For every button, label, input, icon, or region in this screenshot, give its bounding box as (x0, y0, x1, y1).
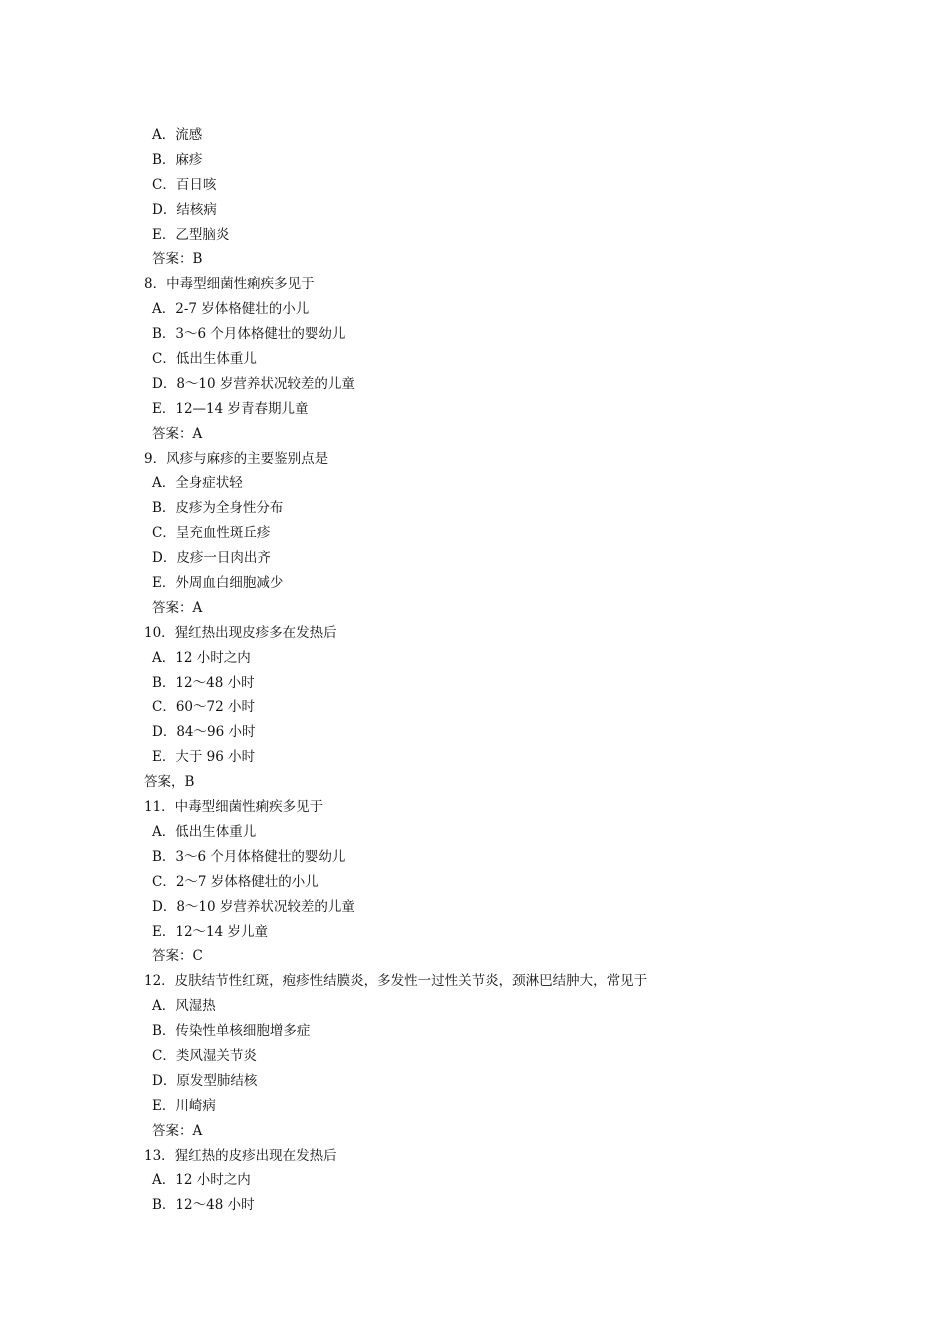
option-line: E．12—14 岁青春期儿童 (152, 400, 309, 417)
option-line: B．皮疹为全身性分布 (152, 500, 284, 517)
option-line: A．低出生体重儿 (152, 823, 257, 840)
option-line: D．皮疹一日肉出齐 (152, 550, 271, 567)
option-line: E．外周血白细胞减少 (152, 575, 284, 592)
option-line: C．2～7 岁体格健壮的小儿 (152, 873, 319, 890)
option-line: A．12 小时之内 (152, 649, 251, 666)
document-page (0, 123, 950, 1218)
option-line: E．大于 96 小时 (152, 749, 256, 766)
option-line: B．12～48 小时 (152, 1197, 255, 1214)
option-line: E．12～14 岁儿童 (152, 923, 269, 940)
question-line: 13．猩红热的皮疹出现在发热后 (144, 1147, 337, 1164)
option-line: B．麻疹 (152, 151, 203, 168)
option-line: C．呈充血性斑丘疹 (152, 525, 271, 542)
question-line: 10．猩红热出现皮疹多在发热后 (144, 624, 337, 641)
answer-line: 答案：B (152, 251, 203, 268)
option-line: B．3～6 个月体格健壮的婴幼儿 (152, 848, 346, 865)
option-line: E．川崎病 (152, 1097, 216, 1114)
answer-line: 答案，B (144, 774, 195, 791)
answer-line: 答案：C (152, 948, 203, 965)
option-line: D．84～96 小时 (152, 724, 256, 741)
option-line: C．百日咳 (152, 176, 217, 193)
option-line: C．类风湿关节炎 (152, 1047, 257, 1064)
option-line: A．2-7 岁体格健壮的小儿 (152, 301, 310, 318)
option-line: B．传染性单核细胞增多症 (152, 1023, 311, 1040)
option-line: D．结核病 (152, 201, 217, 218)
option-line: D．原发型肺结核 (152, 1072, 258, 1089)
answer-line: 答案：A (152, 425, 203, 442)
option-line: B．12～48 小时 (152, 674, 255, 691)
answer-line: 答案：A (152, 1122, 203, 1139)
option-line: A．12 小时之内 (152, 1172, 251, 1189)
question-line: 12．皮肤结节性红斑，疱疹性结膜炎，多发性一过性关节炎，颈淋巴结肿大，常见于 (144, 973, 648, 990)
option-line: B．3～6 个月体格健壮的婴幼儿 (152, 326, 346, 343)
answer-line: 答案：A (152, 599, 203, 616)
option-line: A．流感 (152, 127, 203, 143)
option-line: E．乙型脑炎 (152, 226, 230, 243)
option-line: A．全身症状轻 (152, 475, 243, 492)
question-line: 8．中毒型细菌性痢疾多见于 (144, 276, 315, 293)
question-line: 11．中毒型细菌性痢疾多见于 (144, 799, 324, 816)
option-line: D．8～10 岁营养状况较差的儿童 (152, 898, 355, 915)
option-line: C．60～72 小时 (152, 699, 255, 716)
option-line: D．8～10 岁营养状况较差的儿童 (152, 375, 355, 392)
option-line: A．风湿热 (152, 998, 216, 1015)
option-line: C．低出生体重儿 (152, 351, 257, 368)
question-line: 9．风疹与麻疹的主要鉴别点是 (144, 450, 329, 467)
